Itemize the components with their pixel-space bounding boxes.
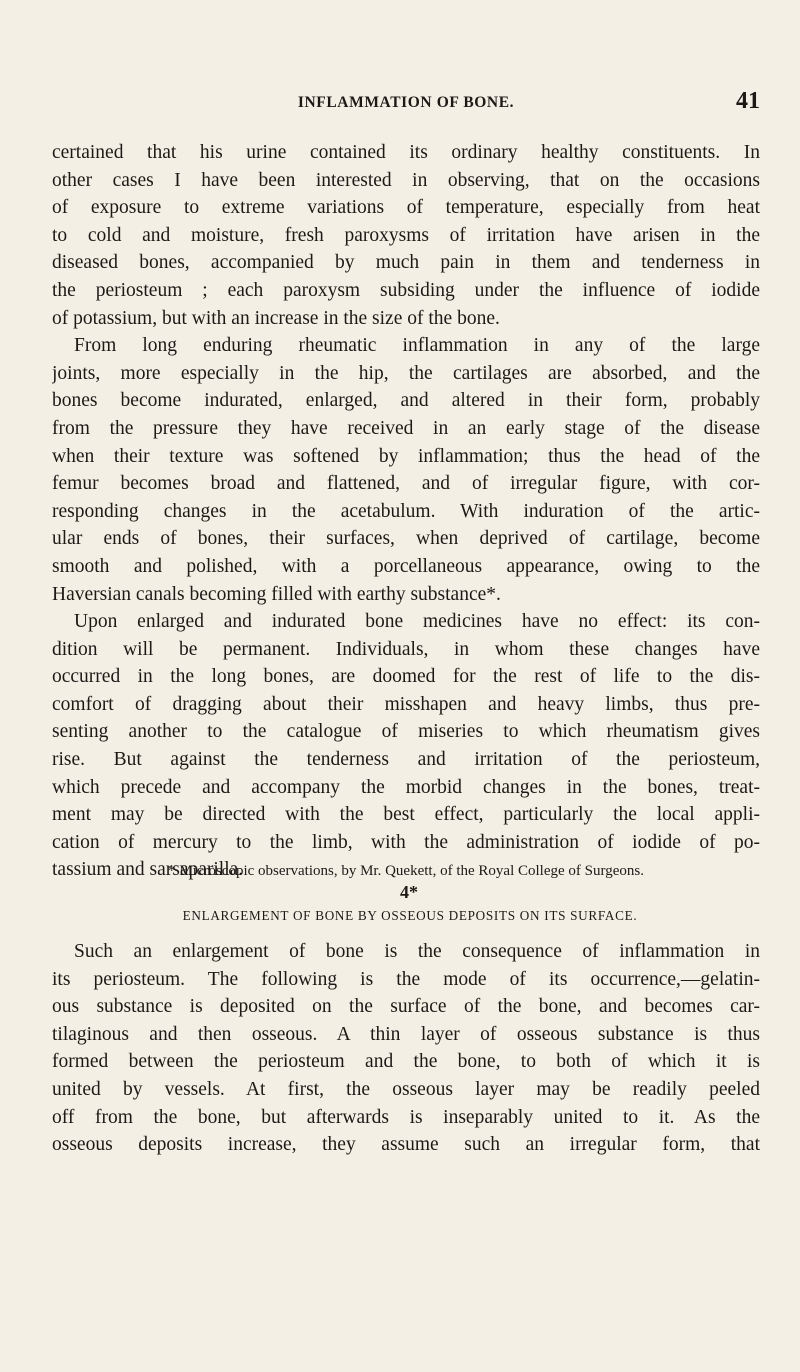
text-line: From long enduring rheumatic inflammation in any of the large	[74, 335, 760, 357]
text-line: of exposure to extreme variations of temperature, especially from heat	[52, 197, 760, 219]
paragraph-4	[52, 938, 760, 1159]
text-line: cation of mercury to the limb, with the administration of iodide of po-	[52, 831, 760, 853]
text-line: ous substance is deposited on the surface of the bone, and becomes car-	[52, 996, 760, 1018]
text-line: Haversian canals becoming filled with earthy substance*.	[52, 583, 501, 605]
text-line: certained that his urine contained its ordinary healthy constituents. In	[52, 142, 760, 163]
text-line: Upon enlarged and indurated bone medicines have no effect: its con-	[74, 611, 760, 633]
text-line: when their texture was softened by inflammation; thus the head of the	[52, 445, 760, 467]
text-line: which precede and accompany the morbid changes in the bones, treat-	[52, 776, 760, 798]
text-line: joints, more especially in the hip, the cartilages are absorbed, and the	[52, 362, 760, 384]
text-line: the periosteum ; each paroxysm subsiding under the influence of iodide	[52, 279, 760, 301]
paragraph-3	[52, 608, 760, 884]
text-line: ular ends of bones, their surfaces, when deprived of cartilage, become	[52, 528, 760, 550]
body-text	[52, 139, 760, 1159]
running-head	[52, 90, 760, 120]
paragraph-2	[52, 332, 760, 608]
text-line: tassium and sarsaparilla.	[52, 859, 244, 881]
text-line: its periosteum. The following is the mode of its occurrence,—gelatin-	[52, 968, 760, 990]
text-line: off from the bone, but afterwards is inseparably united to it. As the	[52, 1106, 760, 1128]
text-line: to cold and moisture, fresh paroxysms of irritation have arisen in the	[52, 224, 760, 246]
text-line: of potassium, but with an increase in the size of the bone.	[52, 307, 500, 329]
text-line: femur becomes broad and flattened, and of irregular figure, with cor-	[52, 473, 760, 495]
text-line: dition will be permanent. Individuals, in whom these changes have	[52, 638, 760, 660]
footnote: * Microscopic observations, by Mr. Quekett, of the Royal College of Surgeons.	[168, 863, 644, 879]
text-line: united by vessels. At first, the osseous layer may be readily peeled	[52, 1079, 760, 1100]
text-line: responding changes in the acetabulum. With induration of the artic-	[52, 500, 760, 522]
text-line: occurred in the long bones, are doomed for the rest of life to the dis-	[52, 666, 760, 688]
text-line: diseased bones, accompanied by much pain in them and tenderness in	[52, 252, 760, 274]
text-line: smooth and polished, with a porcellaneous appearance, owing to the	[52, 555, 760, 577]
text-line: rise. But against the tenderness and irritation of the periosteum,	[52, 749, 760, 771]
text-line: comfort of dragging about their misshapen and heavy limbs, thus pre-	[52, 693, 760, 715]
section-heading: ENLARGEMENT OF BONE BY OSSEOUS DEPOSITS ON ITS SURFACE.	[182, 908, 638, 924]
paragraph-1	[52, 139, 760, 332]
text-line: tilaginous and then osseous. A thin layer of osseous substance is thus	[52, 1023, 760, 1045]
text-line: osseous deposits increase, they assume such an irregular form, that	[52, 1134, 760, 1156]
signature-mark: 4*	[400, 882, 418, 902]
text-line: senting another to the catalogue of miseries to which rheumatism gives	[52, 721, 760, 743]
text-line: Such an enlargement of bone is the consequence of inflammation in	[74, 941, 760, 963]
page-number: 41	[736, 88, 760, 114]
text-line: formed between the periosteum and the bone, to both of which it is	[52, 1051, 760, 1073]
text-line: from the pressure they have received in an early stage of the disease	[52, 417, 760, 439]
text-line: other cases I have been interested in observing, that on the occasions	[52, 169, 760, 191]
text-line: ment may be directed with the best effect, particularly the local appli-	[52, 804, 760, 826]
running-title: INFLAMMATION OF BONE.	[297, 94, 515, 111]
text-line: bones become indurated, enlarged, and altered in their form, probably	[52, 390, 760, 412]
